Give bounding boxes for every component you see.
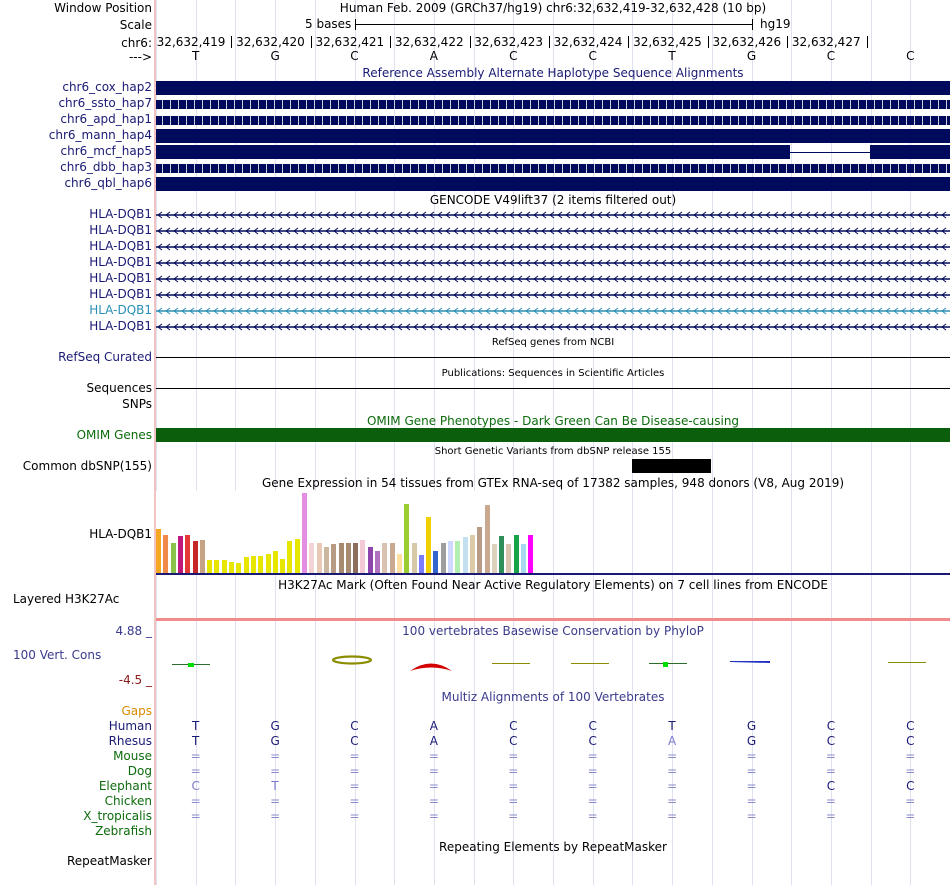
scale-label: Scale — [119, 18, 152, 32]
alignment-base: C — [826, 734, 836, 748]
alignment-base: = — [825, 764, 836, 778]
alignment-base: = — [508, 749, 519, 763]
omim-title[interactable]: OMIM Gene Phenotypes - Dark Green Can Be Disease-causing — [366, 414, 740, 428]
haplotype-alignment[interactable] — [156, 129, 950, 143]
conservation-title[interactable]: 100 vertebrates Basewise Conservation by PhyloP — [402, 624, 704, 638]
conservation-min: -4.5 _ — [118, 673, 152, 687]
alignment-base: = — [270, 749, 281, 763]
gtex-tissue-bar[interactable] — [353, 543, 358, 573]
alignment-base: = — [746, 749, 757, 763]
reference-base: G — [270, 49, 280, 63]
alignment-base: C — [350, 734, 359, 748]
alignment-base: = — [746, 809, 757, 823]
haplotype-label[interactable]: chr6_mann_hap4 — [48, 128, 152, 142]
coordinate-tick-label: 32,632,425 — [633, 35, 702, 49]
alignment-base: = — [587, 749, 598, 763]
alignment-base: = — [190, 749, 201, 763]
species-label[interactable]: Human — [108, 719, 152, 733]
alignment-base: = — [190, 764, 201, 778]
haplotype-label[interactable]: chr6_cox_hap2 — [62, 80, 152, 94]
haplotype-alignment[interactable] — [156, 116, 950, 125]
alignment-base: = — [270, 809, 281, 823]
gtex-tissue-bar[interactable] — [280, 559, 285, 573]
gene-label[interactable]: HLA-DQB1 — [89, 287, 152, 301]
gtex-tissue-bar[interactable] — [390, 543, 395, 573]
reference-base: A — [429, 49, 438, 63]
alignment-base: G — [270, 719, 280, 733]
gtex-tissue-bar[interactable] — [302, 493, 307, 573]
scale-bar — [355, 19, 753, 30]
alignment-base: = — [905, 764, 916, 778]
alignment-base: = — [667, 764, 678, 778]
gene-label[interactable]: HLA-DQB1 — [89, 255, 152, 269]
alignment-base: C — [906, 779, 915, 793]
alignment-base: = — [428, 794, 439, 808]
alignment-base: = — [349, 764, 360, 778]
window-position-label: Window Position — [54, 1, 152, 15]
alignment-base: G — [746, 734, 757, 748]
gtex-tissue-bar[interactable] — [207, 560, 212, 573]
coordinate-tick-label: 32,632,422 — [394, 35, 464, 49]
coordinate-tick-label: 32,632,423 — [474, 35, 543, 49]
alignment-base: = — [428, 809, 439, 823]
haplotype-block[interactable] — [870, 145, 950, 159]
haplotype-label[interactable]: chr6_qbl_hap6 — [64, 176, 152, 190]
alignment-base: = — [428, 779, 439, 793]
haplotype-label[interactable]: chr6_ssto_hap7 — [58, 96, 152, 110]
refseq-line[interactable] — [156, 357, 950, 358]
coordinate-tick-label: 32,632,419 — [156, 35, 226, 49]
alignment-base: = — [349, 749, 360, 763]
coordinate-tick-label: 32,632,426 — [712, 35, 782, 49]
species-label[interactable]: Rhesus — [108, 734, 152, 748]
gtex-tissue-bar[interactable] — [222, 560, 227, 573]
haplotype-label[interactable]: chr6_dbb_hap3 — [60, 160, 152, 174]
reference-base: C — [350, 49, 359, 63]
gtex-tissue-bar[interactable] — [287, 541, 292, 573]
coordinate-tick-label: 32,632,424 — [553, 35, 623, 49]
gene-label[interactable]: HLA-DQB1 — [89, 207, 152, 221]
gtex-tissue-bar[interactable] — [185, 535, 190, 573]
alignment-base: = — [667, 794, 678, 808]
haplotype-label[interactable]: chr6_apd_hap1 — [60, 112, 152, 126]
gtex-tissue-bar[interactable] — [163, 535, 168, 573]
reference-base: C — [509, 49, 518, 63]
alignment-base: C — [588, 719, 597, 733]
alignment-base: T — [271, 779, 279, 793]
gtex-tissue-bar[interactable] — [156, 529, 161, 573]
gtex-tissue-bar[interactable] — [412, 543, 417, 573]
gene-label[interactable]: HLA-DQB1 — [89, 223, 152, 237]
gtex-tissue-bar[interactable] — [244, 557, 249, 573]
alignment-base: G — [270, 734, 280, 748]
alignment-base: = — [349, 794, 360, 808]
gtex-tissue-bar[interactable] — [463, 537, 468, 573]
gtex-tissue-bar[interactable] — [419, 555, 424, 573]
gtex-tissue-bar[interactable] — [397, 554, 402, 573]
conservation-glyphs[interactable] — [156, 640, 950, 680]
alignment-base: T — [192, 734, 200, 748]
refseq-title[interactable]: RefSeq genes from NCBI — [491, 337, 615, 348]
gene-model[interactable] — [156, 274, 950, 284]
gencode-title[interactable]: GENCODE V49lift37 (2 items filtered out) — [429, 193, 677, 207]
gtex-tissue-bar[interactable] — [368, 547, 373, 573]
conservation-max: 4.88 _ — [115, 624, 152, 638]
gene-label[interactable]: HLA-DQB1 — [89, 239, 152, 253]
gtex-tissue-bar[interactable] — [433, 551, 438, 573]
gtex-tissue-bar[interactable] — [514, 535, 519, 573]
alignment-base: C — [509, 719, 518, 733]
alignment-base: T — [668, 719, 676, 733]
haplotype-gap-line — [790, 152, 870, 153]
alignment-base: = — [587, 809, 598, 823]
alignment-base: A — [429, 719, 438, 733]
alignment-base: = — [270, 764, 281, 778]
gtex-tissue-bar[interactable] — [485, 505, 490, 573]
alignment-base: = — [508, 779, 519, 793]
coordinate-tick — [867, 36, 868, 48]
gtex-tissue-bar[interactable] — [404, 504, 409, 573]
alignment-base: T — [192, 719, 200, 733]
alignment-base: = — [825, 809, 836, 823]
gtex-tissue-bar[interactable] — [266, 554, 271, 573]
reference-base: G — [746, 49, 757, 63]
species-label[interactable]: X_tropicalis — [83, 809, 152, 823]
gtex-tissue-bar[interactable] — [178, 536, 183, 573]
chrom-label: chr6: — [121, 36, 152, 50]
alignment-base: = — [746, 764, 757, 778]
omim-bar[interactable] — [156, 428, 950, 442]
species-label[interactable]: Mouse — [113, 749, 152, 763]
omim-label[interactable]: OMIM Genes — [76, 428, 152, 442]
repeatmasker-label[interactable]: RepeatMasker — [66, 854, 152, 868]
gtex-tissue-bar[interactable] — [171, 543, 176, 573]
gtex-tissue-bar[interactable] — [229, 562, 234, 573]
gtex-tissue-bar[interactable] — [521, 544, 526, 573]
gene-model[interactable] — [156, 258, 950, 268]
alignment-base: G — [746, 719, 757, 733]
conservation-label[interactable]: 100 Vert. Cons — [13, 648, 102, 662]
alignment-base: = — [349, 809, 360, 823]
gtex-tissue-bar[interactable] — [251, 556, 256, 573]
species-label[interactable]: Chicken — [104, 794, 152, 808]
gtex-tissue-bar[interactable] — [346, 543, 351, 573]
alt-haplotypes-title[interactable]: Reference Assembly Alternate Haplotype Sequence Alignments — [362, 66, 744, 80]
gtex-plot[interactable] — [156, 491, 950, 575]
alignment-base: C — [826, 779, 836, 793]
gtex-tissue-bar[interactable] — [360, 540, 365, 573]
publications-line[interactable] — [156, 388, 950, 389]
alignment-base: C — [191, 779, 200, 793]
gtex-tissue-bar[interactable] — [324, 547, 329, 573]
haplotype-label[interactable]: chr6_mcf_hap5 — [60, 144, 152, 158]
gene-label[interactable]: HLA-DQB1 — [89, 271, 152, 285]
multiz-title[interactable]: Multiz Alignments of 100 Vertebrates — [441, 690, 665, 704]
gtex-tissue-bar[interactable] — [193, 541, 198, 573]
coordinate-tick-label: 32,632,420 — [236, 35, 305, 49]
reference-base: C — [826, 49, 836, 63]
reference-base: T — [192, 49, 200, 63]
alignment-base: A — [667, 734, 677, 748]
alignment-base: C — [906, 719, 915, 733]
alignment-base: = — [508, 794, 519, 808]
repeatmasker-title[interactable]: Repeating Elements by RepeatMasker — [439, 840, 667, 854]
alignment-base: = — [270, 794, 281, 808]
gtex-tissue-bar[interactable] — [477, 527, 482, 573]
refseq-label[interactable]: RefSeq Curated — [58, 350, 152, 364]
gtex-title[interactable]: Gene Expression in 54 tissues from GTEx RNA-seq of 17382 samples, 948 donors (V8, Aug 2019) — [261, 476, 845, 490]
h3k27ac-title[interactable]: H3K27Ac Mark (Often Found Near Active Regulatory Elements) on 7 cell lines from ENCODE — [278, 578, 828, 592]
dbsnp-label[interactable]: Common dbSNP(155) — [22, 459, 152, 473]
h3k27ac-signal[interactable] — [156, 618, 950, 621]
publications-label[interactable]: Sequences — [86, 381, 152, 395]
alignment-base: = — [905, 794, 916, 808]
alignment-base: A — [429, 734, 438, 748]
haplotype-alignment[interactable] — [156, 100, 950, 109]
gtex-tissue-bar[interactable] — [339, 543, 344, 573]
alignment-base: C — [350, 719, 359, 733]
alignment-base: = — [587, 764, 598, 778]
alignment-base: = — [190, 794, 201, 808]
gtex-tissue-bar[interactable] — [506, 544, 511, 573]
gtex-tissue-bar[interactable] — [317, 543, 322, 573]
haplotype-alignment[interactable] — [156, 164, 950, 173]
reference-base: C — [906, 49, 915, 63]
alignment-base: = — [587, 794, 598, 808]
gtex-tissue-bar[interactable] — [331, 544, 336, 573]
gaps-label[interactable]: Gaps — [121, 704, 152, 718]
alignment-base: = — [905, 809, 916, 823]
window-position-value: Human Feb. 2009 (GRCh37/hg19) chr6:32,632,419-32,632,428 (10 bp) — [339, 1, 767, 15]
gtex-tissue-bar[interactable] — [499, 536, 504, 573]
gtex-tissue-bar[interactable] — [528, 535, 533, 573]
alignment-base: = — [190, 809, 201, 823]
gtex-tissue-bar[interactable] — [441, 543, 446, 573]
gene-label[interactable]: HLA-DQB1 — [89, 319, 152, 333]
alignment-base: C — [906, 734, 915, 748]
gtex-tissue-bar[interactable] — [214, 560, 219, 573]
gene-model[interactable] — [156, 242, 950, 252]
alignment-base: = — [667, 779, 678, 793]
gtex-tissue-bar[interactable] — [258, 556, 263, 573]
dbsnp-title[interactable]: Short Genetic Variants from dbSNP release 155 — [434, 446, 672, 457]
scale-assembly: hg19 — [760, 17, 791, 31]
alignment-base: = — [508, 809, 519, 823]
publications-title[interactable]: Publications: Sequences in Scientific Articles — [441, 368, 665, 379]
gtex-tissue-bar[interactable] — [375, 551, 380, 573]
gtex-tissue-bar[interactable] — [470, 535, 475, 573]
strand-label: ---> — [128, 50, 152, 64]
reference-base: T — [668, 49, 676, 63]
alignment-base: = — [508, 764, 519, 778]
alignment-base: = — [825, 794, 836, 808]
gtex-tissue-bar[interactable] — [492, 544, 497, 573]
haplotype-alignment[interactable] — [156, 177, 950, 191]
alignment-base: = — [667, 809, 678, 823]
gene-model[interactable] — [156, 306, 950, 316]
gene-label[interactable]: HLA-DQB1 — [89, 303, 152, 317]
gene-model[interactable] — [156, 290, 950, 300]
alignment-base: = — [746, 779, 757, 793]
h3k27ac-label[interactable]: Layered H3K27Ac — [13, 592, 120, 606]
alignment-base: C — [826, 719, 836, 733]
alignment-base: = — [825, 749, 836, 763]
gene-model[interactable] — [156, 210, 950, 220]
gtex-tissue-bar[interactable] — [455, 541, 460, 573]
gtex-tissue-bar[interactable] — [273, 551, 278, 573]
gtex-tissue-bar[interactable] — [382, 543, 387, 573]
scale-text: 5 bases — [305, 17, 352, 31]
gtex-gene-label[interactable]: HLA-DQB1 — [89, 527, 152, 541]
gene-model[interactable] — [156, 322, 950, 332]
gtex-tissue-bar[interactable] — [448, 541, 453, 573]
snps-label[interactable]: SNPs — [122, 397, 152, 411]
coordinate-tick-label: 32,632,421 — [315, 35, 385, 49]
alignment-base: = — [349, 779, 360, 793]
gene-model[interactable] — [156, 226, 950, 236]
alignment-base: = — [746, 794, 757, 808]
alignment-base: = — [905, 749, 916, 763]
gtex-tissue-bar[interactable] — [426, 517, 431, 573]
alignment-base: C — [588, 734, 597, 748]
alignment-base: = — [428, 764, 439, 778]
alignment-base: = — [428, 749, 439, 763]
alignment-base: = — [587, 779, 598, 793]
alignment-base: = — [667, 749, 678, 763]
species-label[interactable]: Elephant — [98, 779, 152, 793]
gtex-tissue-bar[interactable] — [295, 539, 300, 573]
species-label[interactable]: Dog — [127, 764, 152, 778]
dbsnp-variant-block[interactable] — [632, 459, 711, 473]
haplotype-block[interactable] — [156, 145, 790, 159]
species-label[interactable]: Zebrafish — [95, 824, 152, 838]
coordinate-tick-label: 32,632,427 — [791, 35, 861, 49]
gtex-tissue-bar[interactable] — [200, 540, 205, 573]
gtex-tissue-bar[interactable] — [236, 563, 241, 573]
gtex-tissue-bar[interactable] — [309, 543, 314, 573]
alignment-base: C — [509, 734, 518, 748]
haplotype-alignment[interactable] — [156, 81, 950, 95]
reference-base: C — [588, 49, 597, 63]
